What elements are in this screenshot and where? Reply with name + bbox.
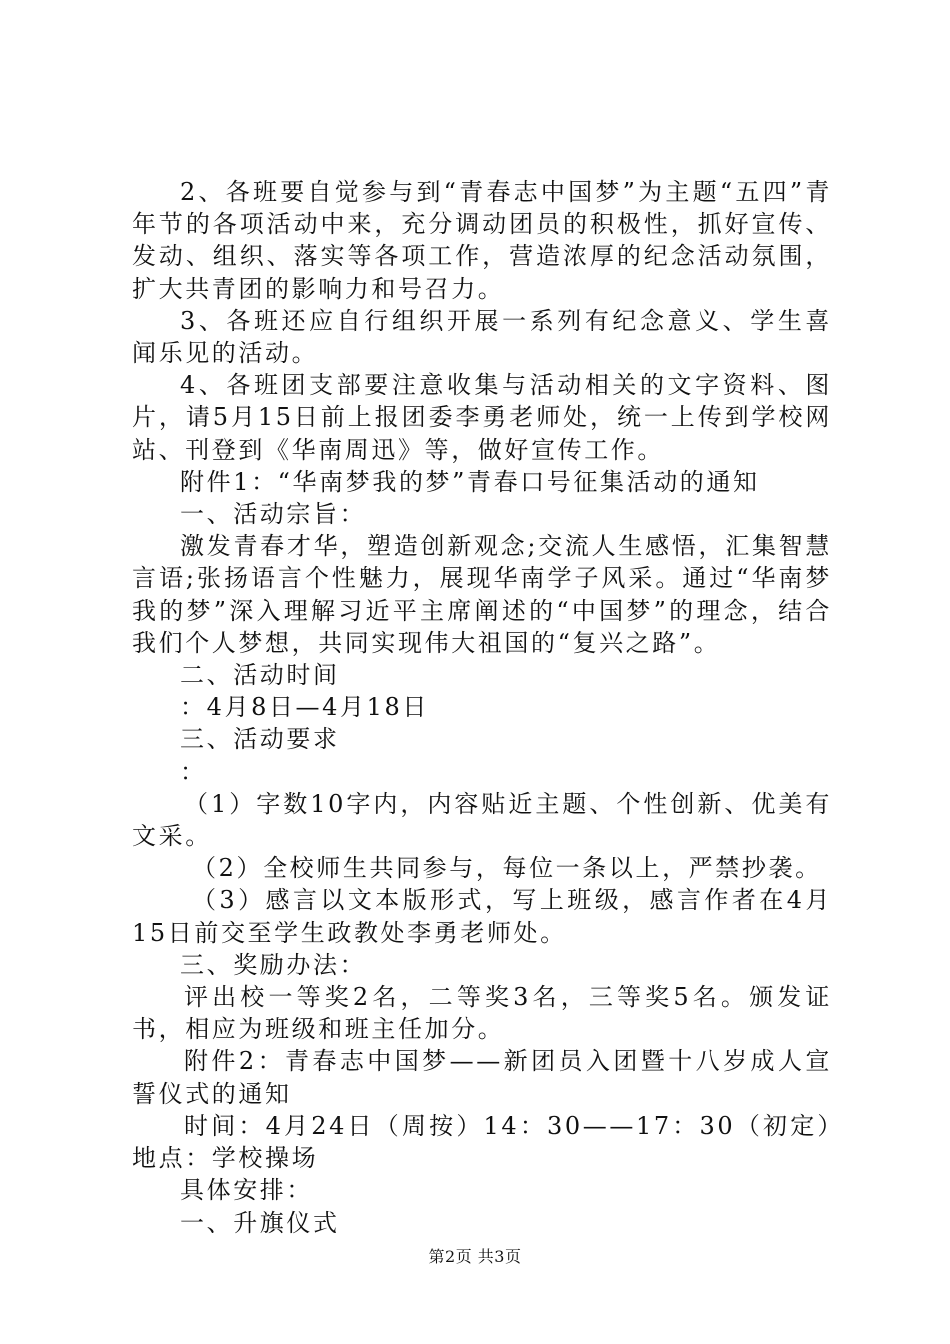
paragraph-item-2: 2、各班要自觉参与到“青春志中国梦”为主题“五四”青年节的各项活动中来，充分调动团员的积极性，抓好宣传、发动、组织、落实等各项工作，营造浓厚的纪念活动氛围，扩大共青团的影响力和号召力。	[132, 178, 832, 303]
rewards-paragraph: 评出校一等奖2名，二等奖3名，三等奖5名。颁发证书，相应为班级和班主任加分。	[132, 983, 832, 1044]
requirement-item-2: （2）全校师生共同参与，每位一条以上，严禁抄袭。	[192, 854, 822, 883]
section-heading-purpose: 一、活动宗旨：	[180, 500, 367, 529]
attachment-2-title: 附件2：青春志中国梦——新团员入团暨十八岁成人宣誓仪式的通知	[132, 1047, 832, 1108]
paragraph-item-4: 4、各班团支部要注意收集与活动相关的文字资料、图片，请5月15日前上报团委李勇老师处，统一上传到学校网站、刊登到《华南周迅》等，做好宣传工作。	[132, 371, 832, 464]
purpose-paragraph: 激发青春才华，塑造创新观念;交流人生感悟，汇集智慧言语;张扬语言个性魅力，展现华南学子风采。通过“华南梦我的梦”深入理解习近平主席阐述的“中国梦”的理念，结合我们个人梦想，共同实现伟大祖国的“复兴之路”。	[132, 532, 832, 657]
activity-time-value: ：4月8日—4月18日	[180, 693, 429, 722]
document-body	[132, 176, 832, 1239]
section-heading-time: 二、活动时间	[180, 661, 340, 690]
page-footer: 第2页 共3页	[428, 1247, 522, 1266]
requirements-colon: ：	[180, 757, 207, 786]
section-heading-rewards: 三、奖励办法：	[180, 950, 367, 979]
requirement-item-1: （1）字数10字内，内容贴近主题、个性创新、优美有文采。	[132, 789, 832, 851]
attachment-1-title: 附件1：“华南梦我的梦”青春口号征集活动的通知	[180, 467, 760, 496]
paragraph-item-3: 3、各班还应自行组织开展一系列有纪念意义、学生喜闻乐见的活动。	[132, 306, 832, 368]
schedule-heading: 具体安排：	[180, 1176, 313, 1205]
schedule-item-flag-raising: 一、升旗仪式	[180, 1208, 340, 1237]
requirement-item-3: （3）感言以文本版形式，写上班级，感言作者在4月15日前交至学生政教处李勇老师处。	[132, 886, 832, 947]
section-heading-requirements: 三、活动要求	[180, 725, 340, 754]
ceremony-time-place: 时间：4月24日（周按）14：30——17：30（初定）地点：学校操场	[132, 1111, 832, 1173]
